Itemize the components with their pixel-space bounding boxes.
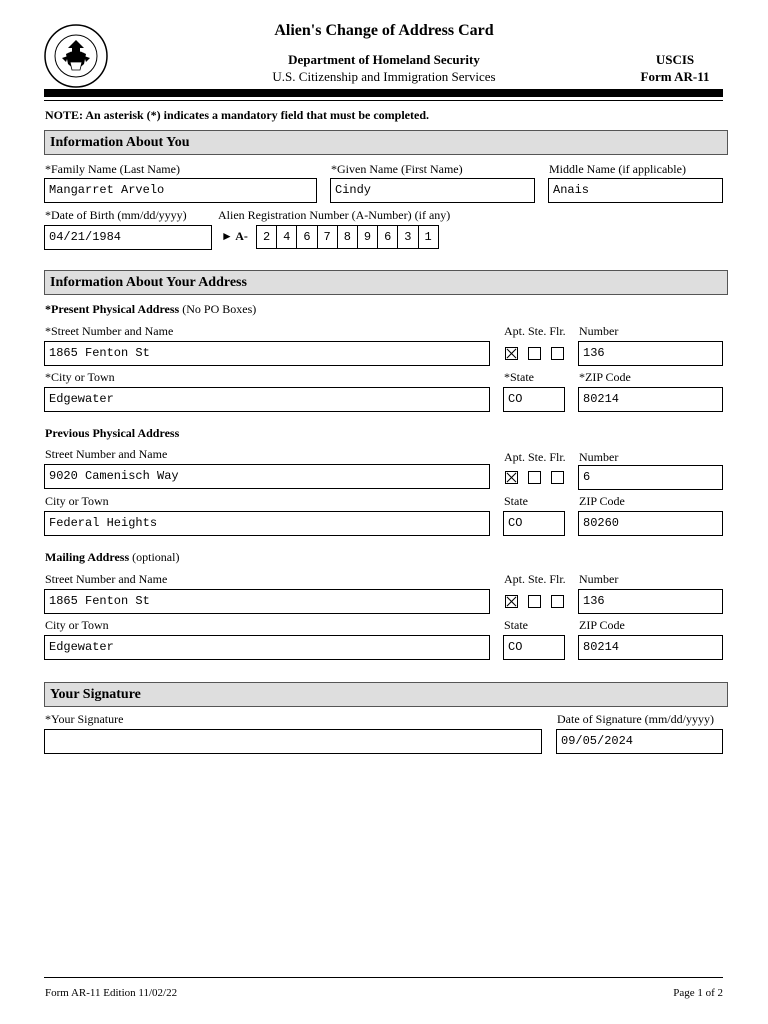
mailing-street-field[interactable]: 1865 Fenton St xyxy=(44,589,490,614)
signature-field[interactable] xyxy=(44,729,542,754)
a-number-field[interactable] xyxy=(256,225,439,249)
middle-name-field[interactable]: Anais xyxy=(548,178,723,203)
footer-rule xyxy=(44,977,723,978)
previous-state-label: State xyxy=(504,494,528,508)
present-flr-checkbox[interactable] xyxy=(551,347,564,360)
mailing-city-field[interactable]: Edgewater xyxy=(44,635,490,660)
previous-number-field[interactable]: 6 xyxy=(578,465,723,490)
present-state-label: *State xyxy=(504,370,534,384)
present-city-label: *City or Town xyxy=(45,370,115,384)
present-city-field[interactable]: Edgewater xyxy=(44,387,490,412)
previous-street-label: Street Number and Name xyxy=(45,447,168,461)
footer-page-number: Page 1 of 2 xyxy=(673,987,723,999)
present-number-field[interactable]: 136 xyxy=(578,341,723,366)
mailing-number-field[interactable]: 136 xyxy=(578,589,723,614)
signature-date-label: Date of Signature (mm/dd/yyyy) xyxy=(557,712,714,726)
family-name-label: *Family Name (Last Name) xyxy=(45,162,180,176)
mailing-number-label: Number xyxy=(579,572,619,586)
mailing-state-field[interactable]: CO xyxy=(503,635,565,660)
previous-state-field[interactable]: CO xyxy=(503,511,565,536)
present-unit-type-label: Apt. Ste. Flr. xyxy=(504,324,566,338)
section-header-address: Information About Your Address xyxy=(44,270,728,295)
dob-label: *Date of Birth (mm/dd/yyyy) xyxy=(45,208,187,222)
previous-city-field[interactable]: Federal Heights xyxy=(44,511,490,536)
mailing-apt-checkbox[interactable] xyxy=(505,595,518,608)
present-street-field[interactable]: 1865 Fenton St xyxy=(44,341,490,366)
agency-short: USCIS xyxy=(655,52,695,67)
given-name-field[interactable]: Cindy xyxy=(330,178,535,203)
present-zip-label: *ZIP Code xyxy=(579,370,631,384)
present-zip-field[interactable]: 80214 xyxy=(578,387,723,412)
a-number-digit: 7 xyxy=(318,226,338,248)
previous-unit-type-label: Apt. Ste. Flr. xyxy=(504,450,566,464)
previous-city-label: City or Town xyxy=(45,494,109,508)
given-name-label: *Given Name (First Name) xyxy=(331,162,463,176)
signature-date-field[interactable]: 09/05/2024 xyxy=(556,729,723,754)
mailing-street-label: Street Number and Name xyxy=(45,572,168,586)
previous-ste-checkbox[interactable] xyxy=(528,471,541,484)
middle-name-label: Middle Name (if applicable) xyxy=(549,162,686,176)
a-number-digit: 8 xyxy=(338,226,358,248)
agency-name: U.S. Citizenship and Immigration Services xyxy=(272,69,496,84)
previous-number-label: Number xyxy=(579,450,619,464)
dob-field[interactable]: 04/21/1984 xyxy=(44,225,212,250)
signature-label: *Your Signature xyxy=(45,712,124,726)
mailing-zip-label: ZIP Code xyxy=(579,618,625,632)
mailing-state-label: State xyxy=(504,618,528,632)
header-rule-thin xyxy=(44,100,723,101)
a-number-digit: 2 xyxy=(257,226,277,248)
present-state-field[interactable]: CO xyxy=(503,387,565,412)
footer-form-edition: Form AR-11 Edition 11/02/22 xyxy=(45,987,178,999)
present-street-label: *Street Number and Name xyxy=(45,324,174,338)
family-name-field[interactable]: Mangarret Arvelo xyxy=(44,178,317,203)
a-number-digit: 3 xyxy=(398,226,418,248)
present-address-heading: *Present Physical Address (No PO Boxes) xyxy=(45,302,257,316)
mailing-flr-checkbox[interactable] xyxy=(551,595,564,608)
present-ste-checkbox[interactable] xyxy=(528,347,541,360)
a-number-digit: 9 xyxy=(358,226,378,248)
form-title: Alien's Change of Address Card xyxy=(274,22,494,39)
a-number-digit: 1 xyxy=(424,230,432,244)
previous-zip-field[interactable]: 80260 xyxy=(578,511,723,536)
header-rule xyxy=(44,89,723,97)
present-apt-checkbox[interactable] xyxy=(505,347,518,360)
a-number-prefix: ► A- xyxy=(221,229,248,243)
dhs-seal-logo xyxy=(44,24,108,88)
a-number-digit: 6 xyxy=(378,226,398,248)
department-name: Department of Homeland Security xyxy=(288,52,480,67)
a-number-label: Alien Registration Number (A-Number) (if any) xyxy=(218,208,451,222)
mailing-city-label: City or Town xyxy=(45,618,109,632)
mailing-zip-field[interactable]: 80214 xyxy=(578,635,723,660)
section-header-signature: Your Signature xyxy=(44,682,728,707)
previous-address-heading: Previous Physical Address xyxy=(45,426,180,440)
a-number-digit: 6 xyxy=(297,226,317,248)
mandatory-note: NOTE: An asterisk (*) indicates a mandatory field that must be completed. xyxy=(45,108,429,122)
form-id: Form AR-11 xyxy=(640,69,710,84)
section-header-about-you: Information About You xyxy=(44,130,728,155)
present-number-label: Number xyxy=(579,324,619,338)
a-number-digit: 4 xyxy=(277,226,297,248)
previous-apt-checkbox[interactable] xyxy=(505,471,518,484)
previous-flr-checkbox[interactable] xyxy=(551,471,564,484)
mailing-ste-checkbox[interactable] xyxy=(528,595,541,608)
previous-zip-label: ZIP Code xyxy=(579,494,625,508)
mailing-unit-type-label: Apt. Ste. Flr. xyxy=(504,572,566,586)
mailing-address-heading: Mailing Address (optional) xyxy=(45,550,180,564)
previous-street-field[interactable]: 9020 Camenisch Way xyxy=(44,464,490,489)
